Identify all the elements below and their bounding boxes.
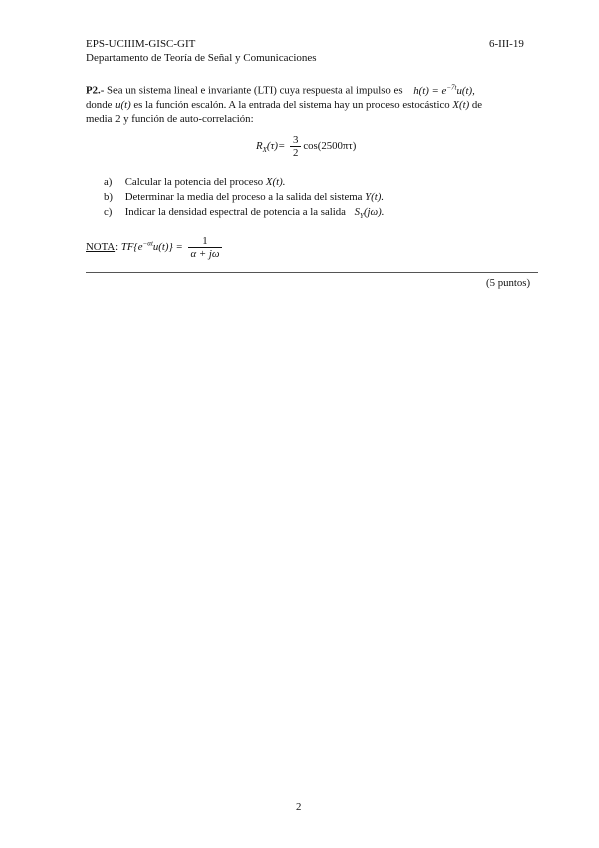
nota-label: NOTA [86, 240, 116, 253]
question-c: c) Indicar la densidad espectral de potencia a la salida $S_Y(j\omega)$. [104, 206, 385, 221]
problem-intro: Sea un sistema lineal e invariante (LTI) cuya respuesta al impulso es [107, 84, 403, 97]
step-function: u(t) [115, 99, 131, 111]
question-b: b) Determinar la media del proceso a la salida del sistema Y(t). [104, 191, 385, 203]
input-process: X(t) [452, 99, 470, 111]
problem-label: P2.- [86, 84, 105, 97]
autocorrelation-equation: $R_X(\tau)=$ $\frac{3}{2}$ cos(2500πτ) [256, 134, 357, 159]
problem-line-3: media 2 y función de auto-correlación: [86, 113, 254, 125]
nota-fraction: $\frac{1}{\alpha + j\omega}$ [188, 235, 223, 260]
problem-line-1 [86, 80, 475, 98]
problem-line-2: donde u(t) es la función escalón. A la entrada del sistema hay un proceso estocástico X(t) de [86, 99, 483, 111]
equation-fraction: $\frac{3}{2}$ [290, 134, 301, 159]
impulse-response: $h(t) = e^{-7t}u(t)$, [413, 83, 475, 97]
header-date: 6-III-19 [489, 38, 524, 50]
nota-transform: $TF\{e^{-\alpha t}u(t)\}$ = [120, 239, 183, 253]
question-a: a) Calcular la potencia del proceso X(t). [104, 176, 286, 188]
header-department: Departamento de Teoría de Señal y Comunicaciones [86, 52, 317, 64]
page-number: 2 [296, 801, 302, 813]
section-divider [86, 272, 538, 273]
points-label: (5 puntos) [486, 277, 531, 289]
header-institution: EPS-UCIIIM-GISC-GIT [86, 38, 196, 50]
nota-line: NOTA: $TF\{e^{-\alpha t}u(t)\}$ = $\frac{1}{\alpha + j\omega}$ [86, 235, 224, 260]
